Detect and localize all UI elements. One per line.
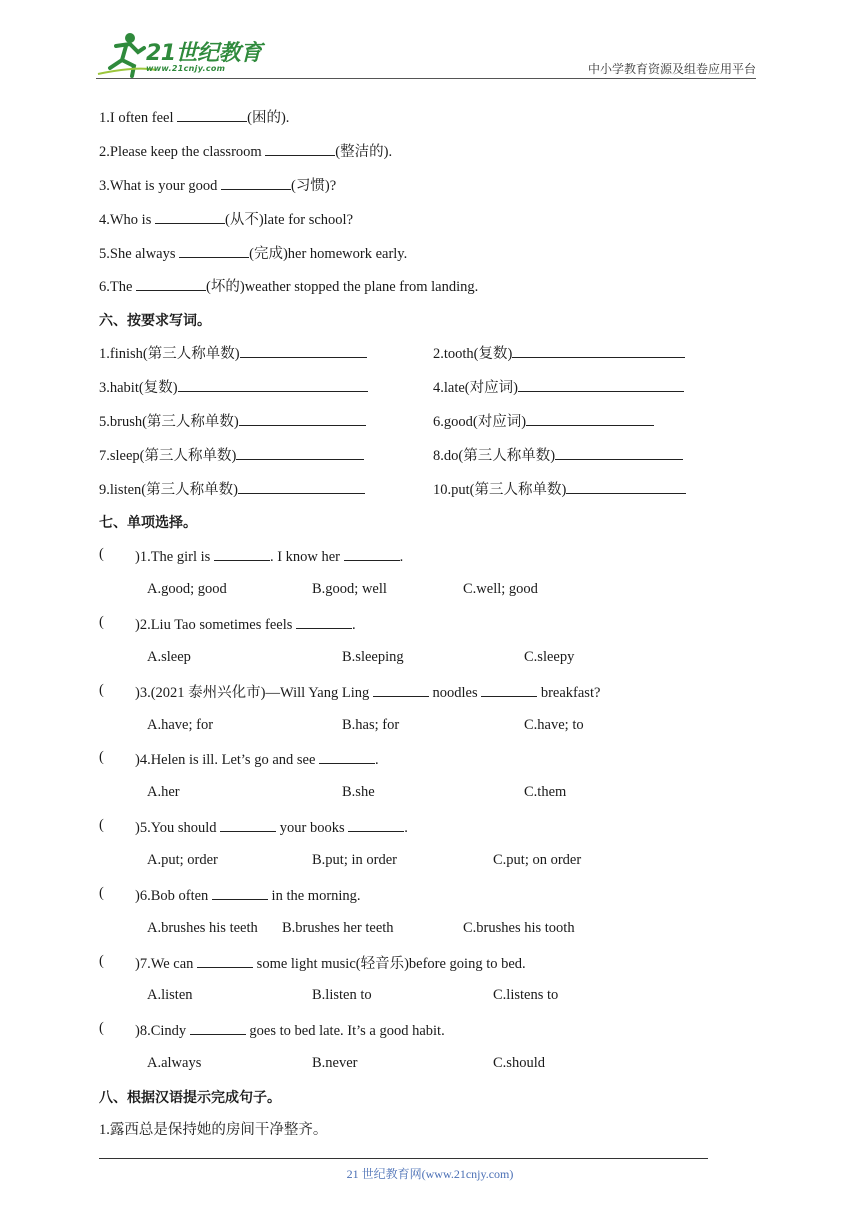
answer-blank[interactable] xyxy=(236,445,364,460)
option-a[interactable]: A.always xyxy=(147,1055,202,1071)
option-b[interactable]: B.good; well xyxy=(312,581,387,597)
option-c[interactable]: C.should xyxy=(493,1055,545,1071)
option-a[interactable]: A.sleep xyxy=(147,649,191,665)
answer-blank[interactable] xyxy=(319,749,375,764)
logo-url: www.21cnjy.com xyxy=(146,64,226,73)
option-b[interactable]: B.sleeping xyxy=(342,649,404,665)
footer-divider xyxy=(99,1158,708,1159)
fill-item-1: 1.I often feel (困的). xyxy=(99,107,289,127)
answer-paren[interactable]: ( xyxy=(99,885,104,901)
answer-blank[interactable] xyxy=(265,141,335,156)
word-item-4: 4.late(对应词) xyxy=(433,377,684,397)
word-item-5: 5.brush(第三人称单数) xyxy=(99,411,366,431)
option-c[interactable]: C.well; good xyxy=(463,581,538,597)
answer-blank[interactable] xyxy=(136,276,206,291)
answer-paren[interactable]: ( xyxy=(99,546,104,562)
option-a[interactable]: A.listen xyxy=(147,987,193,1003)
answer-blank[interactable] xyxy=(220,817,276,832)
answer-blank[interactable] xyxy=(296,614,352,629)
header-divider xyxy=(96,78,756,79)
option-c[interactable]: C.put; on order xyxy=(493,852,582,868)
option-a[interactable]: A.good; good xyxy=(147,581,227,597)
answer-blank[interactable] xyxy=(344,546,400,561)
question-6: )6.Bob often in the morning. xyxy=(135,885,361,905)
answer-blank[interactable] xyxy=(526,411,654,426)
fill-item-3: 3.What is your good (习惯)? xyxy=(99,175,336,195)
option-c[interactable]: C.have; to xyxy=(524,717,584,733)
question-8: )8.Cindy goes to bed late. It’s a good habit. xyxy=(135,1020,445,1040)
fill-item-5: 5.She always (完成)her homework early. xyxy=(99,243,407,263)
answer-blank[interactable] xyxy=(177,107,247,122)
word-item-3: 3.habit(复数) xyxy=(99,377,368,397)
answer-blank[interactable] xyxy=(512,343,685,358)
option-b[interactable]: B.never xyxy=(312,1055,358,1071)
answer-blank[interactable] xyxy=(566,479,686,494)
option-c[interactable]: C.listens to xyxy=(493,987,559,1003)
answer-paren[interactable]: ( xyxy=(99,817,104,833)
option-c[interactable]: C.sleepy xyxy=(524,649,575,665)
option-c[interactable]: C.brushes his tooth xyxy=(463,920,575,936)
option-b[interactable]: B.listen to xyxy=(312,987,372,1003)
answer-blank[interactable] xyxy=(212,885,268,900)
answer-paren[interactable]: ( xyxy=(99,614,104,630)
answer-blank[interactable] xyxy=(240,343,367,358)
answer-blank[interactable] xyxy=(214,546,270,561)
footer-text[interactable]: 21 世纪教育网(www.21cnjy.com) xyxy=(346,1167,514,1181)
logo-text: 21世纪教育 xyxy=(146,41,262,66)
option-a[interactable]: A.put; order xyxy=(147,852,218,868)
question-7: )7.We can some light music(轻音乐)before going to bed. xyxy=(135,953,526,973)
section-8-title: 八、根据汉语提示完成句子。 xyxy=(99,1090,281,1106)
header-platform-text: 中小学教育资源及组卷应用平台 xyxy=(587,62,756,76)
option-c[interactable]: C.them xyxy=(524,784,567,800)
answer-blank[interactable] xyxy=(179,243,249,258)
answer-blank[interactable] xyxy=(238,479,365,494)
answer-blank[interactable] xyxy=(481,682,537,697)
translation-item-1: 1.露西总是保持她的房间干净整齐。 xyxy=(99,1122,328,1138)
answer-blank[interactable] xyxy=(518,377,684,392)
option-a[interactable]: A.her xyxy=(147,784,180,800)
option-b[interactable]: B.has; for xyxy=(342,717,400,733)
answer-paren[interactable]: ( xyxy=(99,953,104,969)
option-a[interactable]: A.have; for xyxy=(147,717,214,733)
question-2: )2.Liu Tao sometimes feels . xyxy=(135,614,356,634)
answer-blank[interactable] xyxy=(190,1020,246,1035)
section-7-title: 七、单项选择。 xyxy=(99,515,197,531)
question-1: )1.The girl is . I know her . xyxy=(135,546,403,566)
question-5: )5.You should your books . xyxy=(135,817,408,837)
word-item-1: 1.finish(第三人称单数) xyxy=(99,343,367,363)
word-item-10: 10.put(第三人称单数) xyxy=(433,479,686,499)
option-b[interactable]: B.brushes her teeth xyxy=(282,920,394,936)
section-6-title: 六、按要求写词。 xyxy=(99,313,211,329)
answer-blank[interactable] xyxy=(155,209,225,224)
word-item-7: 7.sleep(第三人称单数) xyxy=(99,445,364,465)
fill-item-2: 2.Please keep the classroom (整洁的). xyxy=(99,141,392,161)
answer-paren[interactable]: ( xyxy=(99,749,104,765)
option-b[interactable]: B.put; in order xyxy=(312,852,397,868)
option-b[interactable]: B.she xyxy=(342,784,375,800)
page-header xyxy=(96,30,756,80)
answer-paren[interactable]: ( xyxy=(99,1020,104,1036)
answer-blank[interactable] xyxy=(197,953,253,968)
answer-blank[interactable] xyxy=(239,411,366,426)
answer-paren[interactable]: ( xyxy=(99,682,104,698)
question-4: )4.Helen is ill. Let’s go and see . xyxy=(135,749,379,769)
word-item-6: 6.good(对应词) xyxy=(433,411,654,431)
fill-item-4: 4.Who is (从不)late for school? xyxy=(99,209,353,229)
answer-blank[interactable] xyxy=(373,682,429,697)
word-item-2: 2.tooth(复数) xyxy=(433,343,685,363)
answer-blank[interactable] xyxy=(178,377,368,392)
answer-blank[interactable] xyxy=(555,445,683,460)
answer-blank[interactable] xyxy=(348,817,404,832)
word-item-8: 8.do(第三人称单数) xyxy=(433,445,683,465)
fill-item-6: 6.The (坏的)weather stopped the plane from landing. xyxy=(99,276,478,296)
option-a[interactable]: A.brushes his teeth xyxy=(147,920,258,936)
question-3: )3.(2021 泰州兴化市)—Will Yang Ling noodles breakfast? xyxy=(135,682,600,702)
answer-blank[interactable] xyxy=(221,175,291,190)
word-item-9: 9.listen(第三人称单数) xyxy=(99,479,365,499)
